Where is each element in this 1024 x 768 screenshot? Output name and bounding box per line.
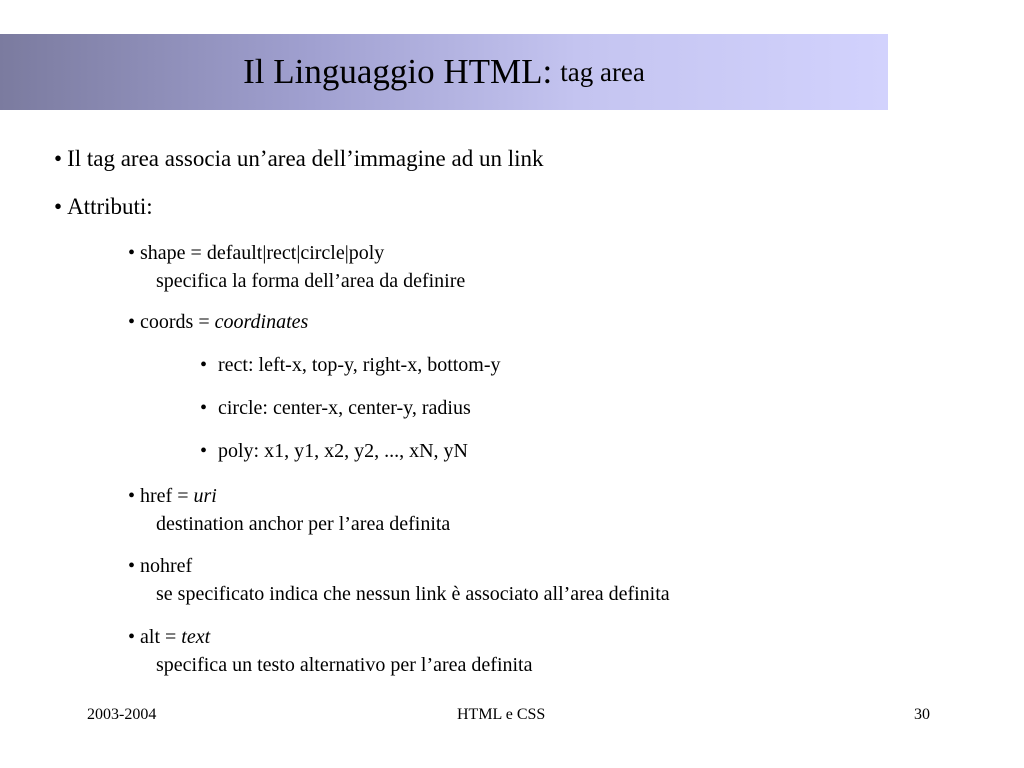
bullet-dot: •	[200, 440, 208, 462]
title-bar	[0, 34, 888, 110]
footer-date: 2003-2004	[87, 706, 157, 723]
attr-href	[128, 482, 450, 538]
attr-href-value: uri	[193, 485, 217, 507]
bullet-intro-text: Il tag area associa un’area dell’immagine ad un link	[67, 146, 544, 171]
bullet-intro	[54, 146, 543, 172]
bullet-dot: •	[128, 555, 136, 577]
attr-href-label: href =	[140, 485, 194, 507]
coords-item-circle-text: circle: center-x, center-y, radius	[218, 397, 471, 419]
bullet-attributes-text: Attributi:	[67, 194, 153, 219]
footer-page-number: 30	[914, 706, 930, 723]
bullet-dot: •	[128, 626, 136, 648]
attr-shape-desc: specifica la forma dell’area da definire	[156, 270, 466, 292]
title-sub: tag area	[560, 56, 645, 87]
attr-coords-label: coords =	[140, 311, 215, 333]
bullet-dot: •	[54, 146, 63, 171]
bullet-dot: •	[128, 311, 136, 333]
coords-item-poly	[200, 440, 468, 463]
attr-href-desc: destination anchor per l’area definita	[156, 513, 451, 535]
attr-alt-desc: specifica un testo alternativo per l’area definita	[156, 654, 533, 676]
attr-alt	[128, 623, 532, 679]
attr-alt-label: alt =	[140, 626, 182, 648]
footer-course: HTML e CSS	[457, 706, 546, 723]
coords-item-poly-text: poly: x1, y1, x2, y2, ..., xN, yN	[218, 440, 468, 462]
bullet-attributes	[54, 194, 153, 220]
coords-item-circle	[200, 397, 471, 420]
slide-title	[0, 34, 888, 110]
bullet-dot: •	[200, 354, 208, 376]
bullet-dot: •	[54, 194, 63, 219]
coords-item-rect	[200, 354, 501, 377]
attr-shape	[128, 239, 465, 295]
bullet-dot: •	[128, 485, 136, 507]
coords-item-rect-text: rect: left-x, top-y, right-x, bottom-y	[218, 354, 501, 376]
attr-coords-value: coordinates	[214, 311, 309, 333]
attr-shape-label: shape = default|rect|circle|poly	[140, 242, 385, 264]
bullet-dot: •	[200, 397, 208, 419]
attr-nohref-desc: se specificato indica che nessun link è associato all’area definita	[156, 583, 670, 605]
attr-coords	[128, 311, 308, 334]
attr-alt-value: text	[181, 626, 211, 648]
attr-nohref	[128, 552, 670, 608]
bullet-dot: •	[128, 242, 136, 264]
attr-nohref-label: nohref	[140, 555, 193, 577]
title-main: Il Linguaggio HTML:	[243, 52, 553, 91]
